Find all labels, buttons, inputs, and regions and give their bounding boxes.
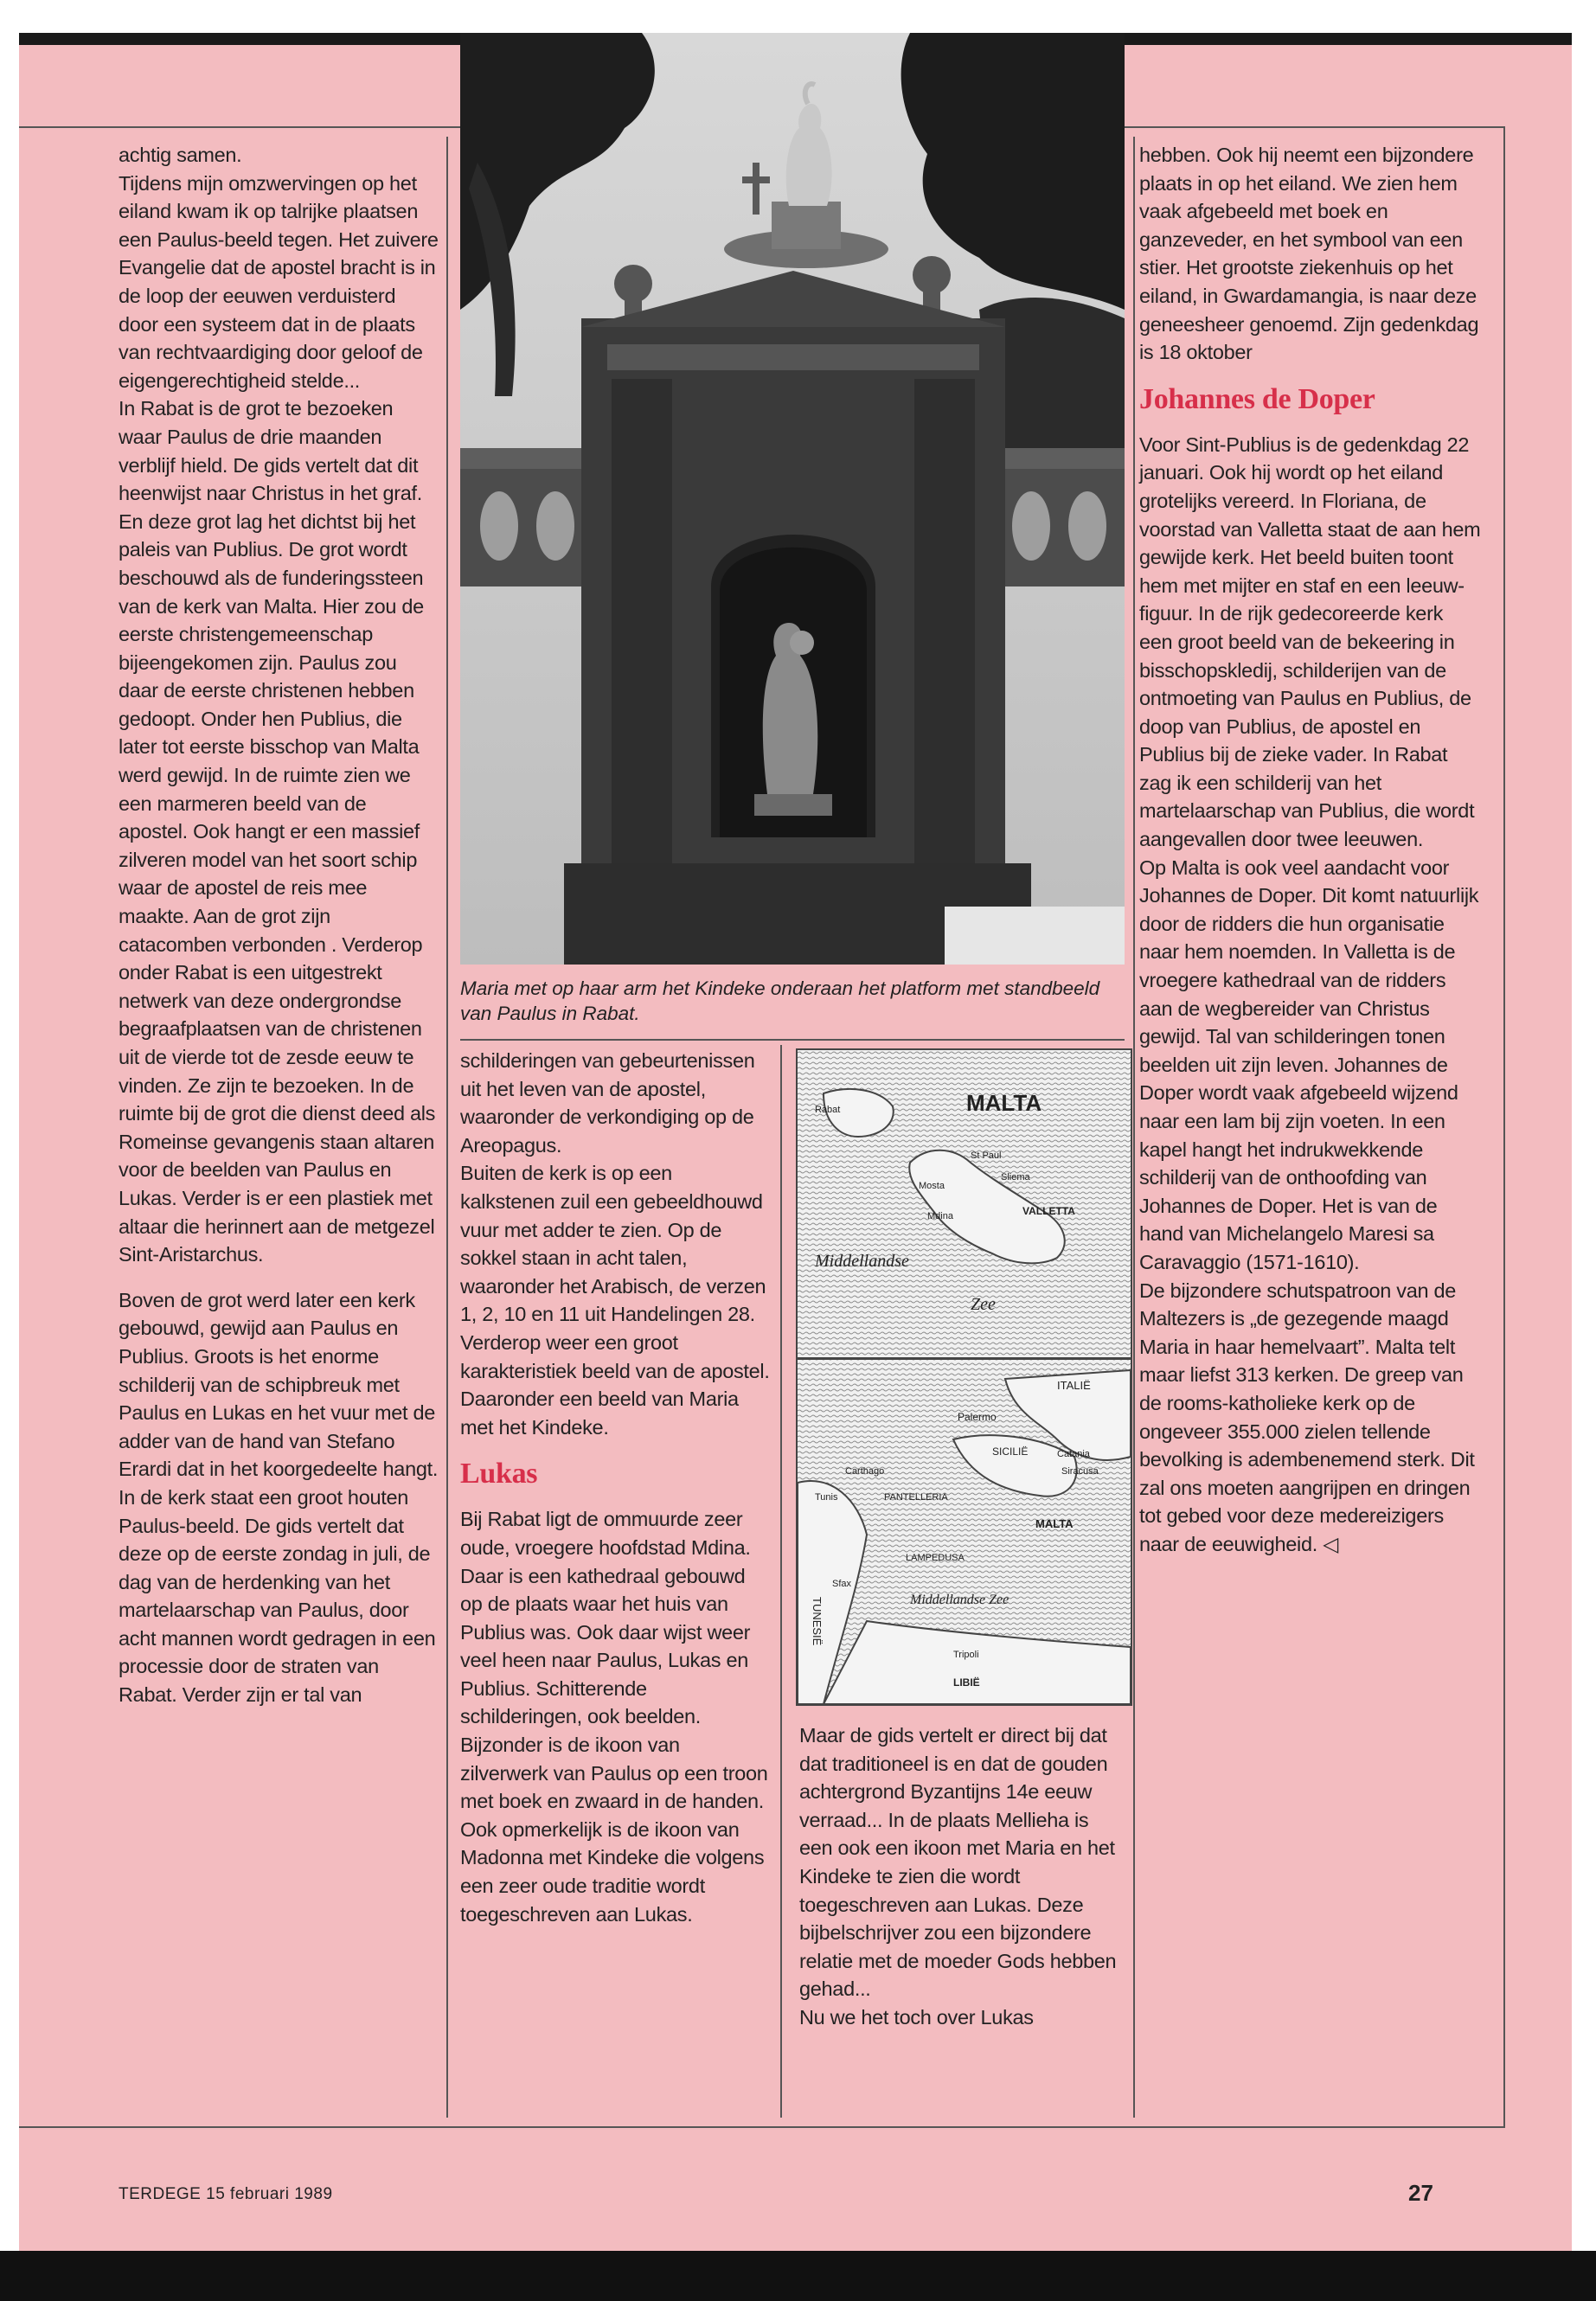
column-1 (119, 141, 439, 1709)
map-label-sea3: Middellandse Zee (910, 1593, 1010, 1607)
map-label-tripoli: Tripoli (953, 1650, 979, 1660)
map-label-catania: Catania (1057, 1449, 1090, 1459)
rule-under-caption (460, 1039, 1125, 1041)
heading-lukas: Lukas (460, 1458, 538, 1490)
map-label-sliema: Sliema (1001, 1172, 1030, 1183)
col3-para-2: Nu we het toch over Lukas (799, 2005, 1034, 2029)
page-number: 27 (1408, 2180, 1433, 2206)
rule-col1 (446, 137, 448, 2118)
map-label-mosta: Mosta (919, 1181, 945, 1191)
heading-johannes-de-doper: Johannes de Doper (1139, 382, 1375, 415)
rule-bottom (19, 2126, 1505, 2128)
rule-right (1503, 126, 1505, 2126)
col2-para-2: Buiten de kerk is op een kalkstenen zuil een gebeeldhouwd vuur met adder te zien. Op de sokkel staan in acht talen, waaronder het Arabisch, de verzen 1, 2, 10 en 11 uit Handelingen 28. Verderop weer een groot karakteristiek beeld van de apostel. Daaronder een beeld van Maria met het Kindeke. (460, 1162, 770, 1439)
map-label-sea1: Middellandse (815, 1252, 909, 1271)
map-label-libie: LIBIË (953, 1676, 980, 1689)
col2-para-3: Bij Rabat ligt de ommuurde zeer oude, vroegere hoofdstad Mdina. Daar is een kathedraal gebouwd op de plaats waar het huis van Publius was. Ook daar wijst weer veel heen naar Paulus, Lukas en Publius. Schitterende schilderingen, ook beelden. Bijzonder is de ikoon van zilverwerk van Paulus op een troon met boek en zwaard in de handen. Ook opmerkelijk is de ikoon van Madonna met Kindeke die volgens een zeer oude traditie wordt toegeschreven aan Lukas. (460, 1508, 768, 1926)
col1-para-2: Tijdens mijn omzwervingen op het eiland kwam ik op talrijke plaatsen een Paulus-beeld tegen. Het zuivere Evangelie dat de apostel bracht is in de loop der eeuwen verduisterd door een systeem dat in de plaats van rechtvaardiging door geloof de eigengerechtigheid stelde... (119, 171, 439, 392)
map-label-sfax: Sfax (832, 1579, 852, 1589)
map-label-carthago: Carthago (845, 1466, 885, 1477)
map-label-italie: ITALIË (1057, 1379, 1091, 1392)
map-illustration (798, 1050, 1131, 1704)
col4-para-1: hebben. Ook hij neemt een bijzondere plaats in op het eiland. We zien hem vaak afgebeeld met boek en ganzeveder, en het symbool van een stier. Het grootste ziekenhuis op het eiland, in Gwardamangia, is naar deze geneesheer genoemd. Zijn gedenkdag is 18 oktober (1139, 144, 1479, 364)
map-label-valletta: VALLETTA (1022, 1205, 1075, 1217)
rule-top-left (19, 126, 460, 128)
map-label-pantelleria: PANTELLERIA (884, 1492, 948, 1503)
map-label-malta-small: MALTA (1035, 1517, 1074, 1530)
map-label-siracusa: Siracusa (1061, 1466, 1099, 1477)
margin-right (1574, 0, 1596, 2301)
map-title: MALTA (966, 1090, 1042, 1116)
photo-caption: Maria met op haar arm het Kindeke onderaan het platform met standbeeld van Paulus in Rabat. (460, 977, 1100, 1024)
magazine-page (19, 33, 1572, 2268)
column-2 (460, 1047, 772, 1928)
map-label-sicilie: SICILIË (992, 1445, 1029, 1458)
col3-para-1: Maar de gids vertelt er direct bij dat dat traditioneel is en dat de gouden achtergrond Byzantijns 14e eeuw verraad... In de plaats Mellieha is een ook een ikoon met Maria en het Kindeke te zien die wordt toegeschreven aan Lukas. Deze bijbelschrijver zou een bijzondere relatie met de moeder Gods hebben gehad... (799, 1724, 1117, 2001)
col1-para-3: In Rabat is de grot te bezoeken waar Paulus de drie maanden verblijf hield. De gids vertelt dat dit heenwijst naar Christus in het graf. En deze grot lag het dichtst bij het paleis van Publius. De grot wordt beschouwd als de funderingssteen van de kerk van Malta. Hier zou de eerste christengemeenschap bijeengekomen zijn. Paulus zou daar de eerste christenen hebben gedoopt. Onder hen Publius, die later tot eerste bisschop van Malta werd gewijd. In de ruimte zien we een marmeren beeld van de apostel. Ook hangt er een massief zilveren model van het soort schip waar de apostel de reis mee maakte. Aan de grot zijn catacomben verbonden . Verderop onder Rabat is een uitgestrekt netwerk van deze ondergrondse begraafplaatsen van de christenen uit de vierde tot de zesde eeuw te vinden. Ze zijn te bezoeken. In de ruimte bij de grot die dienst deed als Romeinse gevangenis staan altaren voor de beelden van Paulus en Lukas. Verder is er een plastiek met altaar die herinnert aan de metgezel Sint-Aristarchus. (119, 397, 436, 1266)
footer-publication: TERDEGE 15 februari 1989 (119, 2185, 333, 2203)
map-label-lampedusa: LAMPEDUSA (906, 1553, 965, 1563)
col1-para-1: achtig samen. (119, 144, 242, 166)
col4-para-3: Op Malta is ook veel aandacht voor Johannes de Doper. Dit komt natuurlijk door de ridders die hun organisatie naar hem noemden. In Valletta is de vroegere kathedraal van de ridders aan de wegbereider van Christus gewijd. Tal van schilderingen tonen beelden uit zijn leven. Johannes de Doper wordt vaak afgebeeld wijzend naar een lam bij zijn voeten. In een kapel hangt het indrukwekkende schilderij van de onthoofding van Johannes de Doper. Het is van de hand van Michelangelo Maresi sa Caravaggio (1571-1610). (1139, 856, 1479, 1273)
column-3 (799, 1721, 1119, 2032)
map-label-stpaul: St Paul (971, 1150, 1002, 1161)
rule-col2 (780, 1045, 782, 2118)
photo-madonna-niche (460, 33, 1125, 965)
map-label-tunis: Tunis (815, 1492, 838, 1503)
map-label-rabat: Rabat (815, 1105, 841, 1115)
col4-para-2: Voor Sint-Publius is de gedenkdag 22 januari. Ook hij wordt op het eiland grotelijks vereerd. In Floriana, de voorstad van Valletta staat de aan hem gewijde kerk. Het beeld buiten toont hem met mijter en staf en een leeuw-figuur. In de rijk gedecoreerde kerk een groot beeld van de bekeering in bisschopskledij, schilderijen van de ontmoeting van Paulus en Publius, de doop van Publius, de apostel en Publius bij de zieke vader. In Rabat zag ik een schilderij van het martelaarschap van Publius, die wordt aangevallen door twee leeuwen. (1139, 433, 1481, 851)
margin-left (0, 0, 19, 2301)
col2-para-1: schilderingen van gebeurtenissen uit het leven van de apostel, waaronder de verkondiging op de Areopagus. (460, 1049, 755, 1157)
column-4 (1139, 141, 1481, 1559)
col1-para-4: Boven de grot werd later een kerk gebouwd, gewijd aan Paulus en Publius. Groots is het enorme schilderij van de schipbreuk met Paulus en Lukas en het vuur met de adder van de hand van Stefano Erardi dat in het koorgedeelte hangt. In de kerk staat een groot houten Paulus-beeld. De gids vertelt dat deze op de eerste zondag in juli, de dag van de herdenking van het martelaarschap van Paulus, door acht mannen wordt gedragen in een processie door de straten van Rabat. Verder zijn er tal van (119, 1288, 439, 1707)
map-label-tunesie: TUNESIË (811, 1597, 824, 1646)
col4-para-4: De bijzondere schutspatroon van de Maltezers is „de gezegende maagd Maria in haar hemelvaart”. Malta telt maar liefst 313 kerken. De greep van de rooms-katholieke kerk op de ongeveer 355.000 zielen tellende bevolking is adembenemend sterk. Dit zal ons moeten aangrijpen en dringen tot gebed voor deze medereizigers naar de eeuwigheid. ◁ (1139, 1279, 1475, 1555)
rule-col3 (1133, 137, 1135, 2118)
map-label-mdina: Mdina (927, 1211, 953, 1221)
map-label-palermo: Palermo (958, 1411, 997, 1423)
rule-top-right (1125, 126, 1505, 128)
map-label-sea2: Zee (971, 1295, 996, 1314)
map-malta (796, 1048, 1132, 1706)
bottom-edge (0, 2251, 1596, 2301)
photo-illustration (460, 33, 1125, 965)
